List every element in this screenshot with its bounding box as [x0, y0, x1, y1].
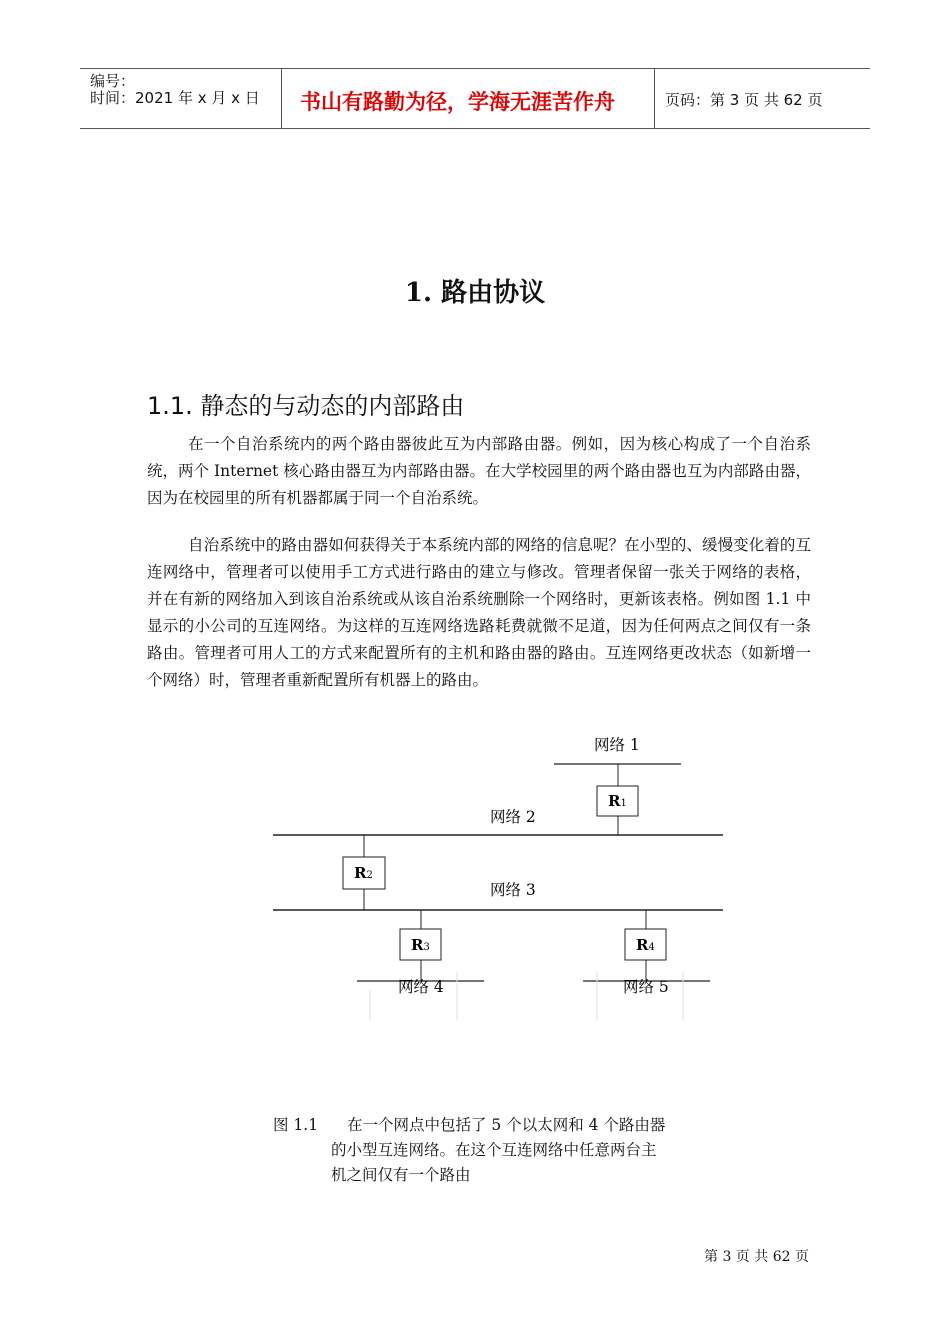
network-4-label: 网络 4 — [398, 978, 444, 996]
router-r3-label: R3 — [411, 936, 430, 954]
header-page-label: 页码：第 3 页 共 62 页 — [665, 91, 823, 109]
body-paragraph-1: 在一个自治系统内的两个路由器彼此互为内部路由器。例如，因为核心构成了一个自治系统，两个 Internet 核心路由器互为内部路由器。在大学校园里的两个路由器也互为内部路由器，因为在校园里的所有机器都属于同一个自治系统。 — [147, 435, 811, 507]
body-paragraph-2: 自治系统中的路由器如何获得关于本系统内部的网络的信息呢？在小型的、缓慢变化着的互连网络中，管理者可以使用手工方式进行路由的建立与修改。管理者保留一张关于网络的表格，并在有新的网络加入到该自治系统或从该自治系统删除一个网络时，更新该表格。例如图 1.1 中显示的小公司的互连网络。为这样的互连网络选路耗费就微不足道，因为任何两点之间仅有一条路由。管理者可用人工的方式来配置所有的主机和路由器的路由。互连网络更改状态（如新增一个网络）时，管理者重新配置所有机器上的路由。 — [147, 536, 811, 689]
header-time-label: 时间：2021 年 x 月 x 日 — [90, 89, 260, 107]
chapter-title: 1. 路由协议 — [404, 278, 546, 308]
figure-caption-line-1: 在一个网点中包括了 5 个以太网和 4 个路由器 — [347, 1116, 666, 1134]
figure-caption-line-2: 的小型互连网络。在这个互连网络中任意两台主 — [331, 1141, 657, 1159]
section-heading: 1.1. 静态的与动态的内部路由 — [147, 392, 465, 420]
header-number-label: 编号： — [90, 72, 136, 90]
network-5-label: 网络 5 — [623, 978, 669, 996]
router-r2-label: R2 — [354, 864, 373, 882]
header-motto: 书山有路勤为径，学海无涯苦作舟 — [300, 90, 615, 114]
network-1-label: 网络 1 — [594, 736, 640, 754]
figure-caption-label: 图 1.1 — [273, 1116, 319, 1134]
network-3-label: 网络 3 — [490, 881, 536, 899]
router-r4-label: R4 — [636, 936, 655, 954]
figure-caption-line-3: 机之间仅有一个路由 — [331, 1166, 471, 1184]
router-r1-label: R1 — [608, 792, 627, 810]
page-footer: 第 3 页 共 62 页 — [704, 1249, 809, 1265]
network-2-label: 网络 2 — [490, 808, 536, 826]
